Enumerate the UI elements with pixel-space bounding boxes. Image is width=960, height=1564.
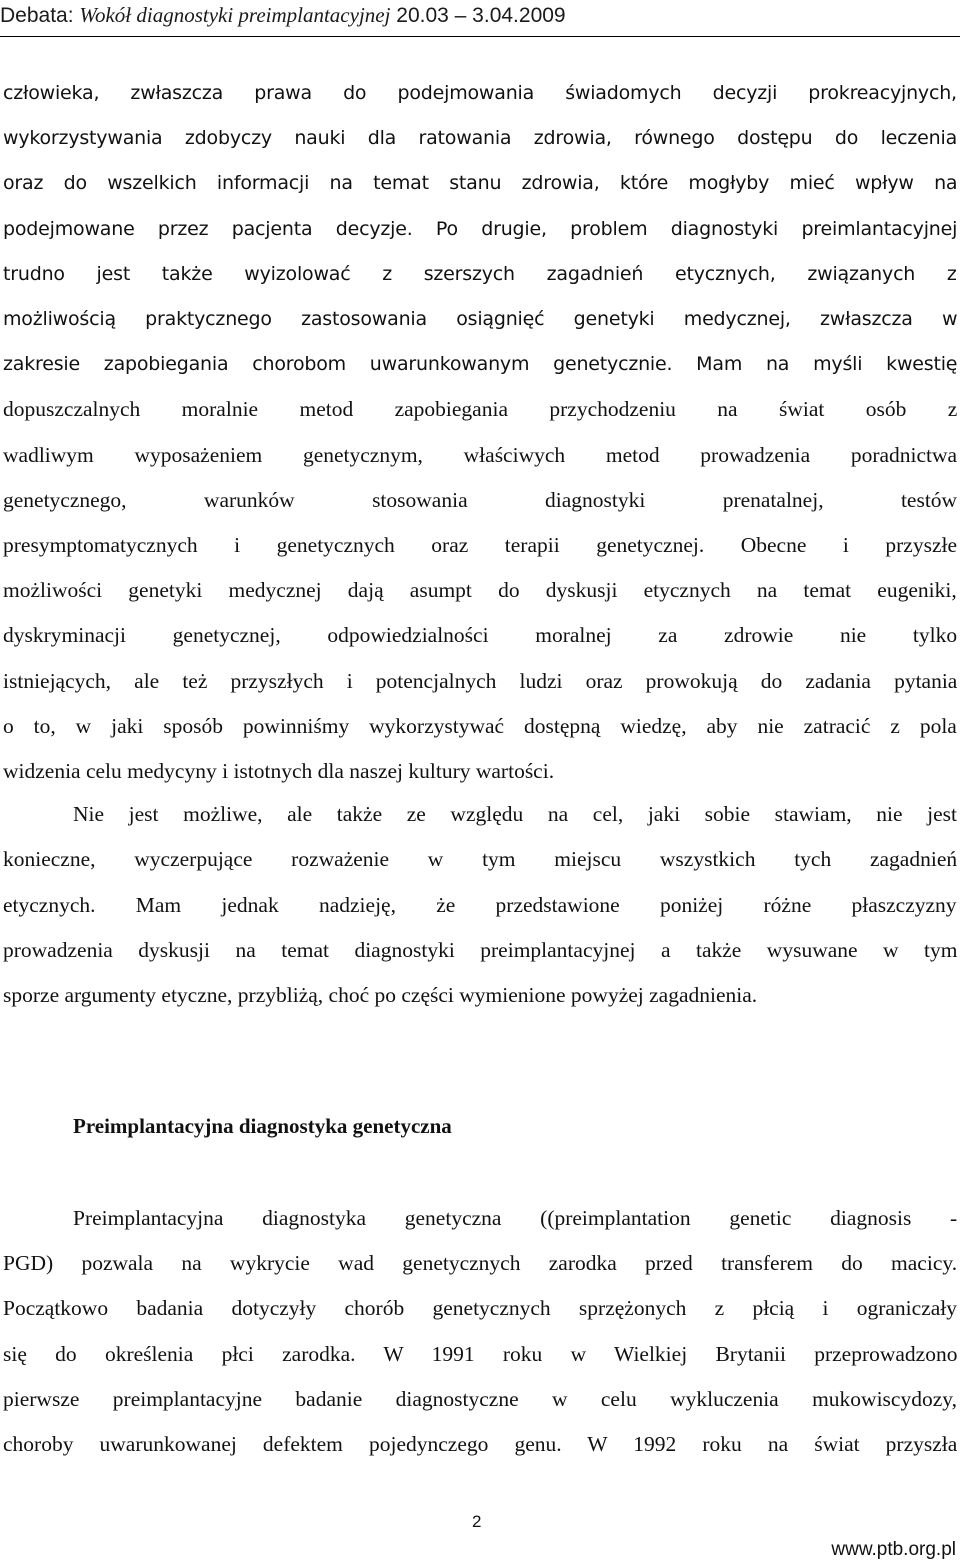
text-line: Preimplantacyjna diagnostyka genetyczna ((preimplantation genetic diagnosis - [73, 1206, 958, 1230]
text-line: etycznych. Mam jednak nadzieję, że przedstawione poniżej różne płaszczyzny [3, 892, 957, 917]
footer-website: www.ptb.org.pl [831, 1539, 956, 1560]
text-line: wykorzystywania zdobyczy nauki dla ratowania zdrowia, równego dostępu do leczenia [3, 127, 958, 150]
text-line: zakresie zapobiegania chorobom uwarunkowanym genetycznie. Mam na myśli kwestię [3, 353, 958, 376]
text-line: trudno jest także wyizolować z szerszych zagadnień etycznych, związanych z [3, 262, 957, 285]
page-number: 2 [472, 1512, 482, 1531]
text-line: oraz do wszelkich informacji na temat stanu zdrowia, które mogłyby mieć wpływ na [3, 172, 958, 195]
page-header [0, 2, 960, 37]
text-line: PGD) pozwala na wykrycie wad genetycznych zarodka przed transferem do macicy. [3, 1251, 958, 1276]
text-line: się do określenia płci zarodka. W 1991 roku w Wielkiej Brytanii przeprowadzono [3, 1341, 958, 1366]
text-line: człowieka, zwłaszcza prawa do podejmowania świadomych decyzji prokreacyjnych, [3, 82, 957, 104]
text-line: podejmowane przez pacjenta decyzje. Po drugie, problem diagnostyki preimlantacyjnej [3, 217, 958, 240]
text-line: o to, w jaki sposób powinniśmy wykorzystywać dostępną wiedzę, aby nie zatracić z pola [3, 713, 957, 738]
text-line: konieczne, wyczerpujące rozważenie w tym miejscu wszystkich tych zagadnień [3, 847, 958, 872]
text-line: widzenia celu medycyny i istotnych dla naszej kultury wartości. [3, 759, 555, 783]
text-line: presymptomatycznych i genetycznych oraz terapii genetycznej. Obecne i przyszłe [3, 533, 957, 557]
text-line: możliwości genetyki medycznej dają asumpt do dyskusji etycznych na temat eugeniki, [3, 578, 957, 603]
header-dates: 20.03 – 3.04.2009 [390, 4, 566, 27]
text-line: prowadzenia dyskusji na temat diagnostyki preimplantacyjnej a także wysuwane w tym [3, 937, 958, 962]
text-line: Nie jest możliwe, ale także ze względu na cel, jaki sobie stawiam, nie jest [73, 802, 958, 826]
text-line: dyskryminacji genetycznej, odpowiedzialności moralnej za zdrowie nie tylko [3, 623, 958, 648]
text-line: możliwością praktycznego zastosowania osiągnięć genetyki medycznej, zwłaszcza w [3, 308, 958, 330]
text-line: dopuszczalnych moralnie metod zapobiegania przychodzeniu na świat osób z [3, 397, 958, 422]
header-prefix: Debata: [0, 4, 80, 27]
text-line: istniejących, ale też przyszłych i potencjalnych ludzi oraz prowokują do zadania pytania [3, 668, 958, 693]
text-line: pierwsze preimplantacyjne badanie diagnostyczne w celu wykluczenia mukowiscydozy, [3, 1386, 957, 1411]
header-title: Wokół diagnostyki preimplantacyjnej [79, 3, 391, 27]
text-line: genetycznego, warunków stosowania diagnostyki prenatalnej, testów [3, 487, 958, 512]
text-line: Początkowo badania dotyczyły chorób genetycznych sprzężonych z płcią i ograniczały [3, 1296, 958, 1321]
text-line: choroby uwarunkowanej defektem pojedynczego genu. W 1992 roku na świat przyszła [3, 1432, 958, 1456]
section-heading: Preimplantacyjna diagnostyka genetyczna [73, 1114, 452, 1138]
text-line: wadliwym wyposażeniem genetycznym, właściwych metod prowadzenia poradnictwa [3, 442, 958, 467]
text-line: sporze argumenty etyczne, przybliżą, choć po części wymienione powyżej zagadnienia. [3, 983, 758, 1008]
